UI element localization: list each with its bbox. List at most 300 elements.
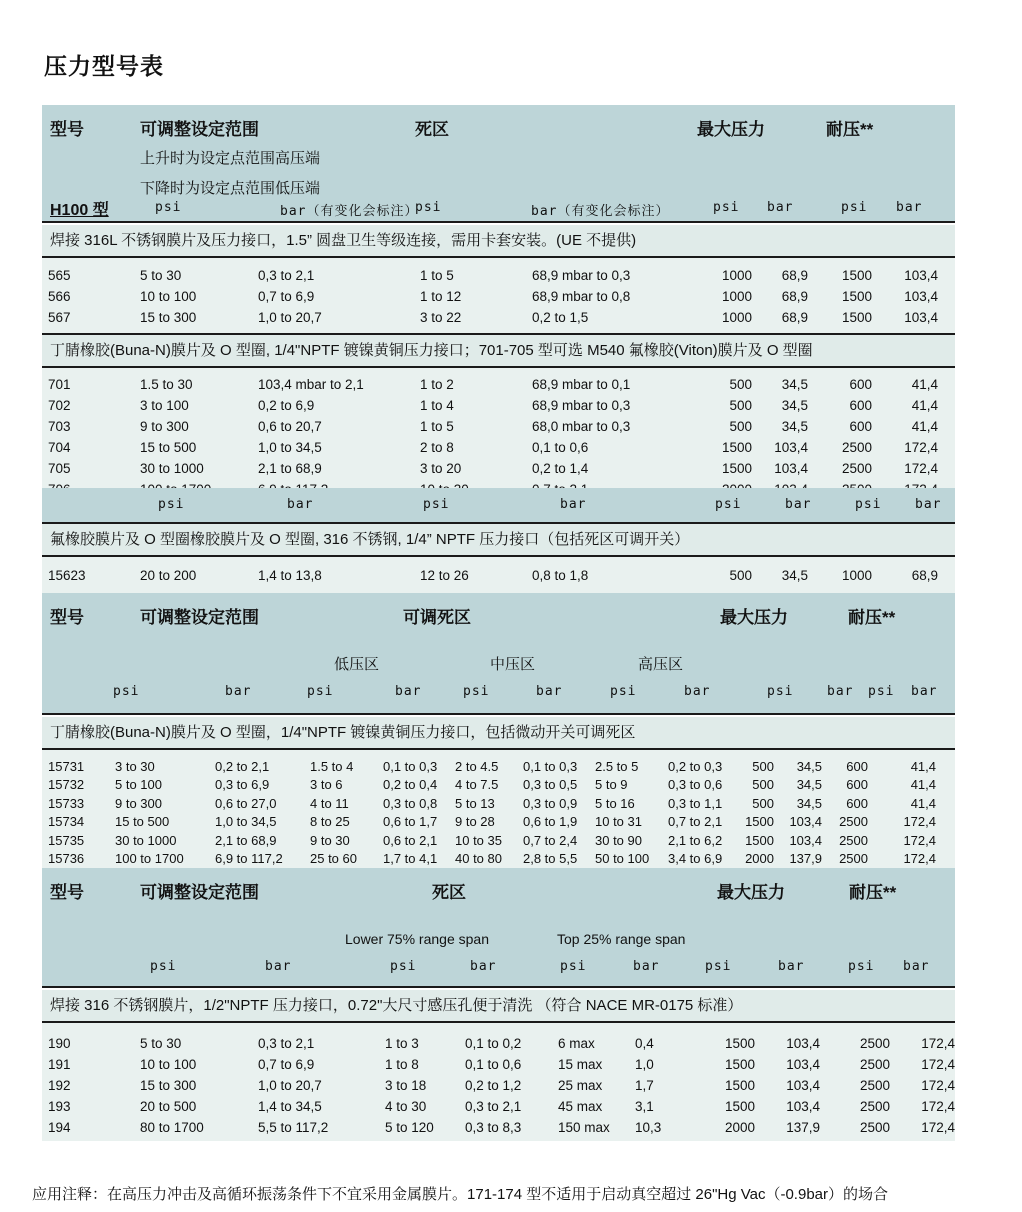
table-cell: 172,4 [921, 1099, 955, 1114]
table-cell: 1 to 5 [420, 268, 454, 283]
table-cell: 0,8 to 1,8 [532, 568, 589, 583]
table-cell: 5 to 120 [385, 1120, 434, 1135]
table-cell: 5 to 16 [595, 795, 635, 811]
table-157xx [42, 750, 955, 868]
table-cell: 15735 [48, 832, 85, 848]
table-cell: 0,2 to 0,3 [668, 758, 723, 774]
table-cell: 1000 [721, 310, 752, 325]
unit-label: bar [225, 684, 252, 699]
unit-label: bar [778, 959, 805, 974]
table-cell: 10 to 35 [455, 832, 502, 848]
table-cell: 100 to 1700 [115, 851, 184, 867]
table-cell: 0,6 to 27,0 [215, 795, 277, 811]
table-row [42, 831, 955, 850]
table-cell: 1,7 [635, 1078, 654, 1093]
table-cell: 150 max [558, 1120, 610, 1135]
unit-label: psi [415, 200, 442, 215]
table-cell: 192 [48, 1078, 71, 1093]
table-cell: 0,1 to 0,6 [465, 1057, 522, 1072]
table-cell: 0,6 to 1,7 [383, 814, 438, 830]
table-cell: 103,4 mbar to 2,1 [258, 377, 364, 392]
col-header-range: 可调整设定范围 [140, 608, 259, 627]
table-cell: 68,9 mbar to 0,3 [532, 398, 631, 413]
table-cell: 15 to 500 [115, 814, 170, 830]
table-cell: 566 [48, 289, 71, 304]
table-15623 [42, 557, 955, 593]
table-cell: 0,1 to 0,3 [523, 758, 578, 774]
col-header-deadband: 死区 [432, 883, 466, 902]
unit-label: psi [610, 684, 637, 699]
table-cell: 103,4 [904, 268, 938, 283]
unit-label: psi [848, 959, 875, 974]
table-cell: 34,5 [796, 795, 822, 811]
table-row [42, 265, 955, 286]
table-cell: 10 to 100 [140, 289, 197, 304]
table-row [42, 565, 955, 586]
table-cell: 1,0 to 20,7 [258, 310, 322, 325]
table-cell: 68,0 mbar to 0,3 [532, 419, 631, 434]
table-cell: 8 to 25 [310, 814, 350, 830]
section-text: 丁腈橡胶(Buna-N)膜片及 O 型圈，1/4"NPTF 镀镍黄铜压力接口，包括微动开关可调死区 [50, 724, 636, 741]
table-cell: 15734 [48, 814, 85, 830]
table-cell: 6 max [558, 1036, 595, 1051]
table-cell: 2.5 to 5 [595, 758, 639, 774]
table-cell: 45 max [558, 1099, 603, 1114]
table-cell: 0,3 to 0,8 [383, 795, 438, 811]
table-cell: 0,4 [635, 1036, 654, 1051]
table-row [42, 458, 955, 479]
table-cell: 5 to 100 [115, 777, 162, 793]
table-565 [42, 258, 955, 335]
table-cell: 1500 [841, 268, 872, 283]
table-cell: 0,7 to 6,9 [258, 289, 315, 304]
table-cell: 1 to 5 [420, 419, 454, 434]
table-cell: 172,4 [903, 832, 936, 848]
table-cell: 5 to 13 [455, 795, 495, 811]
table-cell: 50 to 100 [595, 851, 650, 867]
table-cell: 34,5 [781, 398, 808, 413]
table-row [42, 1096, 955, 1117]
table-cell: 103,4 [789, 832, 822, 848]
table-cell: 1,7 to 4,1 [383, 851, 438, 867]
unit-label: bar [560, 497, 587, 512]
table-cell: 702 [48, 398, 71, 413]
table-row [42, 307, 955, 328]
table-cell: 600 [849, 398, 872, 413]
table-cell: 25 to 60 [310, 851, 357, 867]
table-row [42, 416, 955, 437]
section-buna-n [42, 335, 955, 368]
table-cell: 15623 [48, 568, 86, 583]
table-cell: 5 to 9 [595, 777, 628, 793]
table-cell: 103,4 [904, 310, 938, 325]
table-row [42, 374, 955, 395]
table-cell: 3 to 20 [420, 461, 462, 476]
table-cell: 172,4 [904, 461, 938, 476]
table-cell: 41,4 [911, 419, 938, 434]
table-cell: 703 [48, 419, 71, 434]
section-buna-n-micro [42, 717, 955, 750]
table-cell: 25 max [558, 1078, 603, 1093]
table-row [42, 813, 955, 832]
table-row [42, 286, 955, 307]
col-header-maxpressure: 最大压力 [697, 120, 765, 139]
table-cell: 0,2 to 1,5 [532, 310, 589, 325]
col-header-model: 型号 [50, 120, 84, 139]
section-text: 焊接 316 不锈钢膜片，1/2"NPTF 压力接口，0.72"大尺寸感压孔便于清洗 （符合 NACE MR-0175 标准） [50, 997, 743, 1014]
table-cell: 193 [48, 1099, 71, 1114]
section-text: 焊接 316L 不锈钢膜片及压力接口，1.5” 圆盘卫生等级连接，需用卡套安装。(UE 不提供) [50, 232, 637, 249]
table-cell: 9 to 28 [455, 814, 495, 830]
table-cell: 500 [752, 795, 774, 811]
table-cell: 9 to 30 [310, 832, 350, 848]
table-cell: 5 to 30 [140, 268, 182, 283]
table-cell: 1500 [721, 440, 752, 455]
table-cell: 34,5 [781, 377, 808, 392]
table-cell: 1000 [721, 268, 752, 283]
table-cell: 2,1 to 68,9 [258, 461, 322, 476]
unit-label: bar [470, 959, 497, 974]
table-cell: 1.5 to 30 [140, 377, 193, 392]
unit-label: psi [715, 497, 742, 512]
table3-header-band [42, 868, 955, 988]
section-text: 氟橡胶膜片及 O 型圈橡胶膜片及 O 型圈, 316 不锈钢, 1/4” NPTF 压力接口（包括死区可调开关） [50, 531, 690, 548]
unit-label: psi [713, 200, 740, 215]
table-cell: 1 to 8 [385, 1057, 419, 1072]
table-cell: 1500 [745, 814, 774, 830]
unit-label: bar [536, 684, 563, 699]
table-cell: 0,3 to 8,3 [465, 1120, 522, 1135]
table-cell: 500 [729, 568, 752, 583]
table-cell: 3 to 22 [420, 310, 462, 325]
col-header-maxpressure: 最大压力 [717, 883, 785, 902]
table-row [42, 794, 955, 813]
table-cell: 68,9 [781, 289, 808, 304]
table-cell: 1,0 [635, 1057, 654, 1072]
table-cell: 3 to 100 [140, 398, 189, 413]
unit-label: psi [463, 684, 490, 699]
table-cell: 0,3 to 2,1 [465, 1099, 522, 1114]
note-falling: 下降时为设定点范围低压端 [140, 180, 321, 197]
col-header-range: 可调整设定范围 [140, 120, 259, 139]
table-cell: 0,3 to 0,5 [523, 777, 578, 793]
table-cell: 2500 [839, 851, 868, 867]
unit-label: psi [560, 959, 587, 974]
table-cell: 1500 [724, 1036, 755, 1051]
table-cell: 10 to 31 [595, 814, 642, 830]
table-cell: 3 to 6 [310, 777, 343, 793]
unit-label: psi [868, 684, 895, 699]
table-cell: 1,0 to 34,5 [258, 440, 322, 455]
table-cell: 500 [752, 758, 774, 774]
col-header-proof: 耐压** [849, 883, 897, 902]
table-cell: 41,4 [910, 758, 936, 774]
table-cell: 34,5 [781, 568, 808, 583]
table-cell: 172,4 [903, 814, 936, 830]
table-cell: 500 [729, 419, 752, 434]
table-cell: 1.5 to 4 [310, 758, 354, 774]
table-cell: 30 to 90 [595, 832, 642, 848]
table-cell: 600 [849, 377, 872, 392]
table-cell: 2500 [859, 1057, 890, 1072]
table-cell: 0,3 to 6,9 [215, 777, 270, 793]
table-cell: 137,9 [789, 851, 822, 867]
table-cell: 80 to 1700 [140, 1120, 204, 1135]
table-cell: 1,0 to 20,7 [258, 1078, 322, 1093]
table-cell: 40 to 80 [455, 851, 502, 867]
table-cell: 20 to 200 [140, 568, 197, 583]
unit-label: psi [390, 959, 417, 974]
unit-label: bar [633, 959, 660, 974]
table-cell: 68,9 [781, 268, 808, 283]
table-cell: 12 to 26 [420, 568, 469, 583]
table-cell: 0,3 to 0,6 [668, 777, 723, 793]
unit-label: bar [265, 959, 292, 974]
table-cell: 41,4 [911, 377, 938, 392]
table-cell: 3,4 to 6,9 [668, 851, 723, 867]
unit-label: bar [287, 497, 314, 512]
table-cell: 1,0 to 34,5 [215, 814, 277, 830]
table-cell: 1,4 to 13,8 [258, 568, 322, 583]
table-cell: 34,5 [781, 419, 808, 434]
table-cell: 0,2 to 1,2 [465, 1078, 522, 1093]
table-cell: 6,9 to 117,2 [215, 851, 283, 867]
table-cell: 68,9 mbar to 0,1 [532, 377, 631, 392]
table-cell: 2500 [859, 1099, 890, 1114]
table-cell: 190 [48, 1036, 71, 1051]
table-cell: 103,4 [789, 814, 822, 830]
table-cell: 5,5 to 117,2 [258, 1120, 329, 1135]
col-header-model: 型号 [50, 608, 84, 627]
table-cell: 103,4 [774, 461, 808, 476]
table-cell: 1500 [724, 1078, 755, 1093]
table-cell: 0,1 to 0,2 [465, 1036, 522, 1051]
table-cell: 2000 [724, 1120, 755, 1135]
table-700 [42, 368, 955, 488]
table-cell: 4 to 30 [385, 1099, 427, 1114]
table-cell: 0,3 to 2,1 [258, 1036, 315, 1051]
table-cell: 3,1 [635, 1099, 654, 1114]
col-header-proof: 耐压** [826, 120, 874, 139]
unit-label: psi [158, 497, 185, 512]
unit-label: bar（有变化会标注） [280, 204, 419, 219]
table-cell: 2500 [859, 1036, 890, 1051]
col-header-deadband: 死区 [415, 120, 449, 139]
table-cell: 0,6 to 1,9 [523, 814, 578, 830]
table-cell: 41,4 [910, 795, 936, 811]
table-cell: 500 [729, 377, 752, 392]
table-cell: 1 to 12 [420, 289, 462, 304]
table-cell: 3 to 30 [115, 758, 155, 774]
unit-label: bar [767, 200, 794, 215]
table-cell: 1500 [721, 461, 752, 476]
table1-header-band [42, 105, 955, 223]
section-316-weld [42, 990, 955, 1023]
table-cell: 1500 [724, 1099, 755, 1114]
table-cell: 172,4 [921, 1120, 955, 1135]
table-row [42, 437, 955, 458]
table-cell: 15 max [558, 1057, 603, 1072]
table-cell: 172,4 [904, 440, 938, 455]
table-cell: 2 to 8 [420, 440, 454, 455]
col-header-range: 可调整设定范围 [140, 883, 259, 902]
table-cell: 0,6 to 20,7 [258, 419, 322, 434]
table-cell: 68,9 mbar to 0,3 [532, 268, 631, 283]
table-cell: 41,4 [911, 398, 938, 413]
table-cell: 0,3 to 2,1 [258, 268, 315, 283]
table-cell: 1000 [721, 289, 752, 304]
table-cell: 172,4 [903, 851, 936, 867]
table-cell: 0,7 to 2,4 [523, 832, 578, 848]
table-cell: 5 to 30 [140, 1036, 182, 1051]
table-cell: 600 [849, 419, 872, 434]
table-cell: 30 to 1000 [140, 461, 204, 476]
col-header-adjustable-deadband: 可调死区 [403, 608, 471, 627]
table-cell: 2,8 to 5,5 [523, 851, 578, 867]
table-cell: 68,9 mbar to 0,8 [532, 289, 631, 304]
note-rising: 上升时为设定点范围高压端 [140, 150, 321, 167]
unit-label: bar [896, 200, 923, 215]
table-cell: 9 to 300 [115, 795, 162, 811]
unit-label: psi [705, 959, 732, 974]
table-row [42, 1054, 955, 1075]
table-cell: 4 to 7.5 [455, 777, 499, 793]
unit-label: psi [155, 200, 182, 215]
section-316l [42, 225, 955, 258]
col-header-maxpressure: 最大压力 [720, 608, 788, 627]
table-cell: 0,7 to 2,1 [668, 814, 723, 830]
unit-label: bar [684, 684, 711, 699]
table-cell: 4 to 11 [310, 795, 349, 811]
table-cell: 68,9 [781, 310, 808, 325]
table-cell: 194 [48, 1120, 71, 1135]
page-title: 压力型号表 [44, 53, 164, 79]
table-cell: 600 [846, 758, 868, 774]
table-cell: 15736 [48, 851, 85, 867]
table-cell: 2500 [841, 461, 872, 476]
table-cell: 0,2 to 2,1 [215, 758, 270, 774]
table-cell: 2500 [841, 440, 872, 455]
table-cell: 704 [48, 440, 71, 455]
table-cell: 15731 [48, 758, 85, 774]
section-viton [42, 524, 955, 557]
zone-low-label: 低压区 [334, 656, 380, 673]
table-cell: 15 to 300 [140, 310, 197, 325]
table-cell: 0,1 to 0,3 [383, 758, 438, 774]
table-cell: 2 to 4.5 [455, 758, 499, 774]
unit-label: bar [915, 497, 942, 512]
col-header-model: 型号 [50, 883, 84, 902]
table-cell: 15732 [48, 777, 85, 793]
table-cell: 0,3 to 0,9 [523, 795, 578, 811]
table-cell: 500 [729, 398, 752, 413]
table-row [42, 850, 955, 869]
table-cell: 0,6 to 2,1 [383, 832, 438, 848]
table-cell: 2500 [839, 832, 868, 848]
table-cell: 68,9 [911, 568, 938, 583]
table-cell: 2,1 to 6,2 [668, 832, 723, 848]
table-cell: 1500 [745, 832, 774, 848]
table-cell: 10 to 100 [140, 1057, 197, 1072]
table-cell: 41,4 [910, 777, 936, 793]
col-header-proof: 耐压** [848, 608, 896, 627]
table-row [42, 1075, 955, 1096]
table-cell: 1 to 4 [420, 398, 454, 413]
table-cell: 500 [752, 777, 774, 793]
table-cell: 1 to 3 [385, 1036, 419, 1051]
table-cell: 1500 [724, 1057, 755, 1072]
table-cell: 172,4 [921, 1036, 955, 1051]
table-cell: 565 [48, 268, 71, 283]
table-cell: 9 to 300 [140, 419, 189, 434]
table-row [42, 395, 955, 416]
unit-label: psi [113, 684, 140, 699]
top-span-label: Top 25% range span [557, 931, 686, 947]
unit-label: psi [150, 959, 177, 974]
table-cell: 1000 [841, 568, 872, 583]
table-cell: 137,9 [786, 1120, 820, 1135]
table2-header-band [42, 593, 955, 715]
table-cell: 701 [48, 377, 71, 392]
table-cell: 10,3 [635, 1120, 662, 1135]
table-cell: 2500 [839, 814, 868, 830]
section-text: 丁腈橡胶(Buna-N)膜片及 O 型圈, 1/4"NPTF 镀镍黄铜压力接口；701-705 型可选 M540 氟橡胶(Viton)膜片及 O 型圈 [50, 342, 813, 359]
table-cell: 20 to 500 [140, 1099, 197, 1114]
table-cell: 15 to 300 [140, 1078, 197, 1093]
table-cell: 2000 [745, 851, 774, 867]
series-label: H100 型 [50, 202, 109, 219]
unit-label: bar [903, 959, 930, 974]
table-cell: 34,5 [796, 758, 822, 774]
table-cell: 103,4 [774, 440, 808, 455]
table-cell: 0,3 to 1,1 [668, 795, 723, 811]
table-19x [42, 1023, 955, 1141]
application-note: 应用注释：在高压力冲击及高循环振荡条件下不宜采用金属膜片。171-174 型不适用于启动真空超过 26"Hg Vac（-0.9bar）的场合 [32, 1186, 889, 1203]
table-row [42, 757, 955, 776]
table-cell: 2500 [859, 1078, 890, 1093]
unit-label: bar [911, 684, 938, 699]
table-cell: 2,1 to 68,9 [215, 832, 277, 848]
zone-mid-label: 中压区 [490, 656, 536, 673]
table-cell: 600 [846, 777, 868, 793]
table-cell: 1500 [841, 310, 872, 325]
table-cell: 705 [48, 461, 71, 476]
table-cell: 103,4 [786, 1099, 820, 1114]
units-band [42, 488, 955, 524]
table-cell: 0,1 to 0,6 [532, 440, 589, 455]
table-cell: 15733 [48, 795, 85, 811]
table-cell: 0,2 to 1,4 [532, 461, 589, 476]
zone-high-label: 高压区 [638, 656, 684, 673]
table-cell: 103,4 [904, 289, 938, 304]
table-cell: 103,4 [786, 1036, 820, 1051]
table-row [42, 776, 955, 795]
table-cell: 0,2 to 0,4 [383, 777, 438, 793]
table-cell: 1500 [841, 289, 872, 304]
unit-label: psi [307, 684, 334, 699]
table-cell: 172,4 [921, 1057, 955, 1072]
table-cell: 600 [846, 795, 868, 811]
unit-label: psi [423, 497, 450, 512]
unit-label: bar [827, 684, 854, 699]
unit-label: psi [767, 684, 794, 699]
unit-label: psi [855, 497, 882, 512]
table-row [42, 1117, 955, 1138]
table-cell: 172,4 [921, 1078, 955, 1093]
table-cell: 1 to 2 [420, 377, 454, 392]
table-cell: 0,2 to 6,9 [258, 398, 315, 413]
table-cell: 1,4 to 34,5 [258, 1099, 322, 1114]
